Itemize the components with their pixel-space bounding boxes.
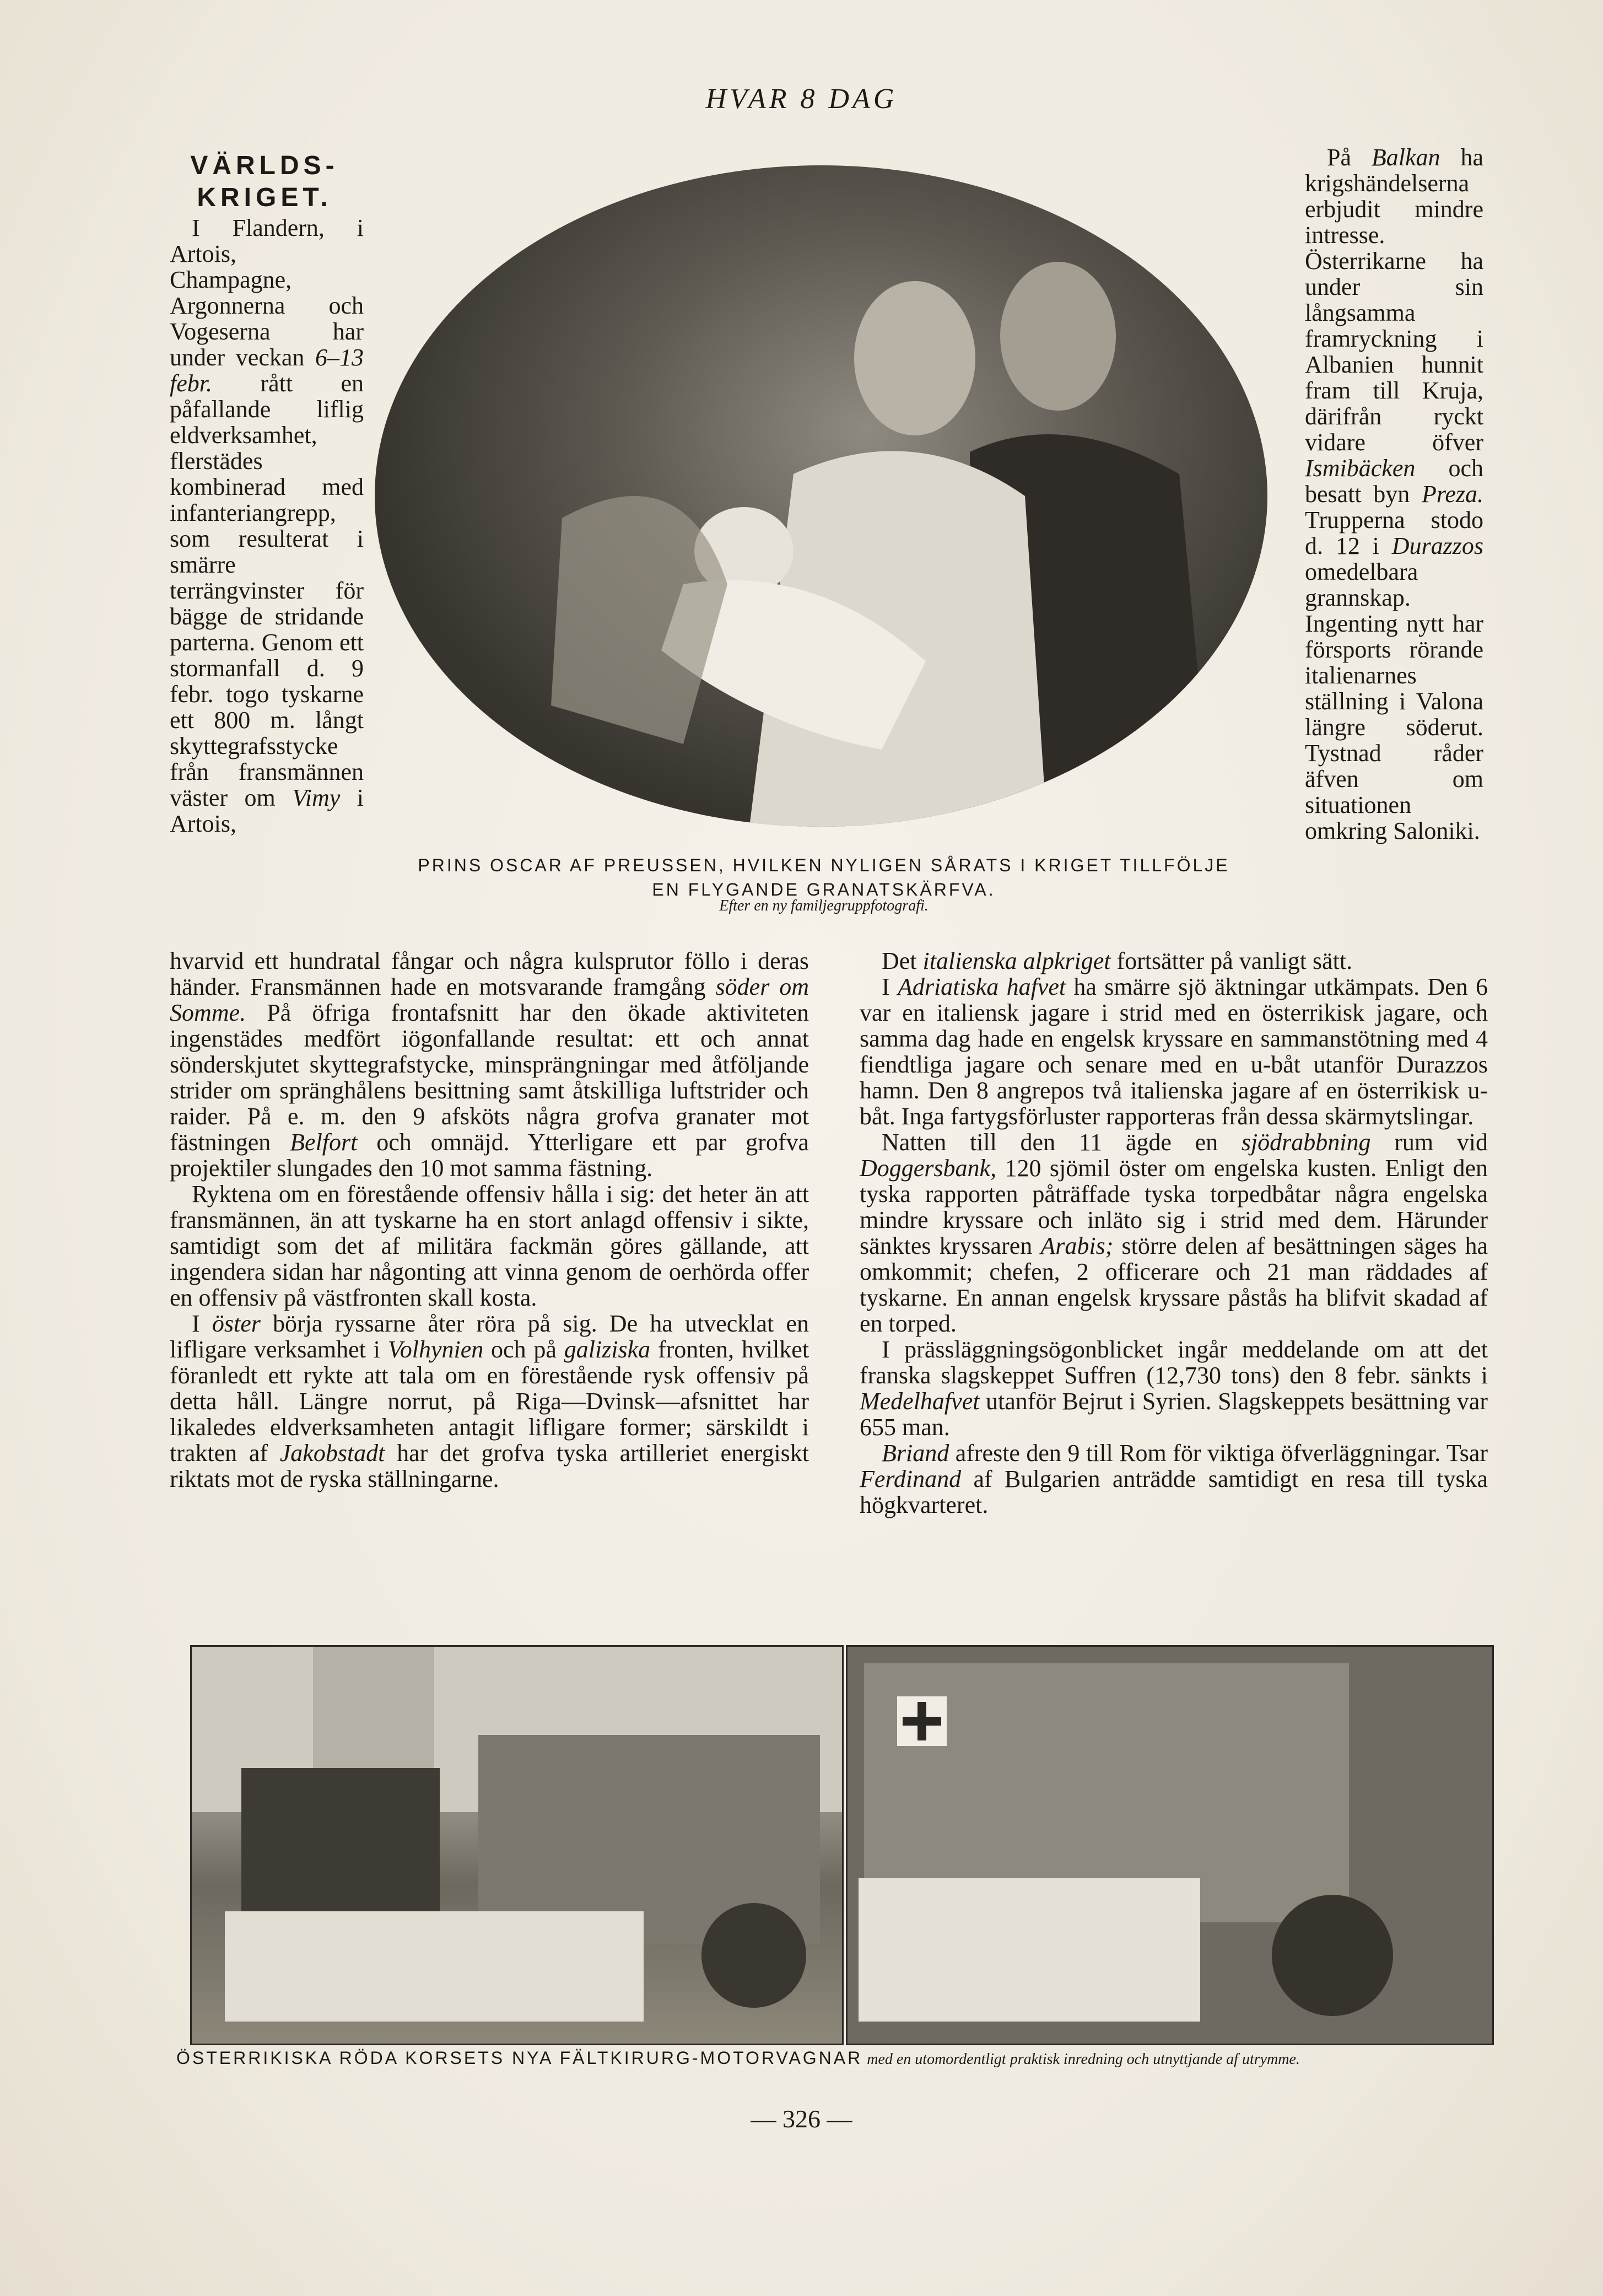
text-run-italic: galiziska bbox=[564, 1336, 651, 1363]
text-run-italic: öster bbox=[212, 1310, 261, 1337]
narrow-left-column bbox=[170, 215, 364, 837]
text-run: fortsätter på vanligt sätt. bbox=[1116, 947, 1353, 974]
text-run: af Bulgarien anträdde samtidigt en resa till tyska högkvarteret. bbox=[860, 1465, 1488, 1518]
text-run: 120 sjömil öster om engelska kusten. Enligt den tyska rapporten påträffade tyska torpedbåtar några engelska mindre kryssare och inläto sig i strid med dem. Härunder sänktes kryssaren bbox=[860, 1155, 1488, 1259]
text-run-italic: Vimy bbox=[292, 784, 341, 811]
ambulance-photo-right bbox=[846, 1645, 1494, 2045]
text-run-italic: Volhynien bbox=[387, 1336, 484, 1363]
text-run: hvarvid ett hundratal fångar och några kulsprutor föllo i deras händer. Fransmännen hade en motsvarande framgång bbox=[170, 947, 809, 1000]
ambulance-illustration-left bbox=[192, 1647, 842, 2044]
portrait-caption-line1: PRINS OSCAR AF PREUSSEN, HVILKEN NYLIGEN SÅRATS I KRIGET TILLFÖLJE bbox=[418, 855, 1230, 875]
portrait-illustration bbox=[375, 165, 1267, 827]
portrait-caption-line2: EN FLYGANDE GRANATSKÄRFVA. bbox=[652, 880, 996, 899]
text-run: Det bbox=[882, 947, 917, 974]
text-run: och på bbox=[491, 1336, 557, 1363]
text-run: afreste den 9 till Rom för viktiga öfverläggningar. Tsar bbox=[955, 1440, 1488, 1467]
text-run: rått en påfallande liflig eldverksamhet, flerstädes kombinerad med infanteriangrepp, som resulterat i smärre terrängvinster för bägge de stridande parterna. Genom ett stormanfall d. 9 febr. togo tyskarne ett 800 m. långt skyttegrafsstycke från fransmännen väster om bbox=[170, 370, 364, 811]
text-run: har det grofva tyska artilleriet energiskt riktats mot de ryska ställningarne. bbox=[170, 1440, 809, 1492]
ambulance-illustration-right bbox=[848, 1647, 1492, 2044]
supply-crates bbox=[225, 1911, 644, 2022]
man-head bbox=[1000, 262, 1116, 411]
supply-crates bbox=[859, 1878, 1200, 2022]
portrait-photo bbox=[375, 165, 1267, 827]
text-run-italic: Preza. bbox=[1421, 481, 1483, 508]
text-run-italic: Doggersbank, bbox=[860, 1155, 997, 1182]
text-run: Natten till den 11 ägde en bbox=[882, 1129, 1218, 1156]
text-run-italic: Medelhafvet bbox=[860, 1388, 980, 1415]
text-run: och omnäjd. Ytterligare ett par grofva projektiler slungades den 10 mot samma fästning. bbox=[170, 1129, 809, 1182]
text-run: börja ryssarne åter röra på sig. De ha utvecklat en lifligare verksamhet i bbox=[170, 1310, 809, 1363]
text-run: i Artois, bbox=[170, 784, 364, 837]
text-run: ha krigshändelserna erbjudit mindre intresse. Österrikarne ha under sin långsamma framryckning i Albanien hunnit fram till Kruja, därifrån ryckt vidare öfver bbox=[1305, 144, 1484, 456]
section-heading-line1: VÄRLDS- bbox=[190, 151, 339, 180]
ambulance-caption-detail: med en utomordentligt praktisk inredning och utnyttjande af utrymme. bbox=[867, 2051, 1300, 2068]
vehicle-wheel bbox=[701, 1903, 806, 2008]
text-run-italic: Jakobstadt bbox=[279, 1440, 385, 1467]
text-run: omedelbara grannskap. Ingenting nytt har försports rörande italienarnes ställning i Valona längre söderut. Tystnad råder äfven om situationen omkring Saloniki. bbox=[1305, 558, 1483, 844]
ambulance-caption-title: ÖSTERRIKISKA RÖDA KORSETS NYA FÄLTKIRURG-MOTORVAGNAR bbox=[176, 2048, 863, 2068]
text-run-italic: 6–13 febr. bbox=[170, 344, 364, 397]
text-run: I bbox=[882, 973, 890, 1000]
text-run: större delen af besättningen säges ha omkommit; chefen, 2 officerare och 21 man räddades af tyskarne. En annan engelsk kryssare påstås ha blifvit skadad af en torped. bbox=[860, 1232, 1488, 1337]
text-run: fronten, hvilket föranledt ett rykte att tala om en förestående rysk offensiv på detta håll. Längre norrut, på Riga—Dvinsk—afsnittet har likaledes eldverksamheten antagit lifligare former; särskildt i trakten af bbox=[170, 1336, 809, 1467]
portrait-credit: Efter en ny familjegruppfotografi. bbox=[719, 897, 929, 914]
page-header: HVAR 8 DAG bbox=[705, 83, 898, 115]
paragraph-rumours: Ryktena om en förestående offensiv hålla i sig: det heter än att fransmännen, än att tyskarne ha en stort anlagd offensiv i sikte, samtidigt som det af militära fackmän göres gällande, att ingendera sidan har någonting att vinna genom de oerhörda offer en offensiv på västfronten skall kosta. bbox=[170, 1181, 809, 1311]
text-run-italic: Belfort bbox=[290, 1129, 358, 1156]
text-run: rum vid bbox=[1394, 1129, 1488, 1156]
red-cross-icon bbox=[903, 1717, 941, 1726]
section-heading bbox=[160, 150, 369, 214]
main-left-column bbox=[170, 948, 809, 1492]
text-run-italic: Durazzos bbox=[1391, 532, 1483, 559]
page-number: — 326 — bbox=[751, 2105, 852, 2133]
portrait-oval bbox=[375, 165, 1267, 827]
text-run-italic: Briand bbox=[882, 1440, 949, 1467]
text-run-italic: sjödrabbning bbox=[1241, 1129, 1371, 1156]
group-of-people bbox=[241, 1768, 440, 1928]
section-heading-line2: KRIGET. bbox=[197, 183, 332, 212]
main-right-column bbox=[860, 948, 1488, 1518]
armchair bbox=[551, 496, 727, 744]
vehicle-wheel bbox=[1272, 1895, 1393, 2016]
ambulance-caption bbox=[176, 2046, 1499, 2072]
text-run: I Flandern, i Artois, Champagne, Argonnerna och Vogeserna har under veckan bbox=[170, 214, 364, 371]
ambulance-photo-left bbox=[190, 1645, 844, 2045]
text-run-italic: Adriatiska hafvet bbox=[897, 973, 1066, 1000]
text-run-italic: Arabis; bbox=[1040, 1232, 1114, 1259]
text-run-italic: Ismibäcken bbox=[1305, 455, 1416, 482]
text-run: På bbox=[1327, 144, 1351, 171]
text-run: ha smärre sjö äktningar utkämpats. Den 6 var en italiensk jagare i strid med en österrikisk jagare, och samma dag hade en engelsk kryssare en sammanstötning med 4 fiendtliga jagare och senare med en u-båt utanför Durazzos hamn. Den 8 angrepos två italienska jagare af en österrikisk u-båt. Inga fartygsförluster rapporteras från dessa skärmytslingar. bbox=[860, 973, 1488, 1130]
text-run: utanför Bejrut i Syrien. Slagskeppets besättning var 655 man. bbox=[860, 1388, 1488, 1441]
text-run: och besatt byn bbox=[1305, 455, 1483, 508]
narrow-right-column bbox=[1305, 144, 1483, 844]
woman-head bbox=[854, 281, 975, 435]
text-run-italic: italienska alpkriget bbox=[922, 947, 1111, 974]
text-run-italic: Balkan bbox=[1371, 144, 1440, 171]
text-run: I prässläggningsögonblicket ingår meddelande om att det franska slagskeppet Suffren (12,730 tons) den 8 febr. sänkts i bbox=[860, 1336, 1488, 1389]
text-run: På öfriga frontafsnitt har den ökade aktiviteten ingenstädes medfört iögonfallande resultat: ett och annat sönderskjutet skyttegrafstycke, minsprängningar med åtföljande strider om spränghålens besittning samt åtskilliga luftstrider och raider. På e. m. den 9 afsköts några grofva granater mot fästningen bbox=[170, 999, 809, 1156]
text-run-italic: Ferdinand bbox=[860, 1465, 962, 1492]
text-run: I bbox=[192, 1310, 200, 1337]
portrait-caption bbox=[380, 853, 1267, 902]
text-run: Trupperna stodo d. 12 i bbox=[1305, 506, 1483, 559]
text-run-italic: söder om Somme. bbox=[170, 973, 809, 1026]
